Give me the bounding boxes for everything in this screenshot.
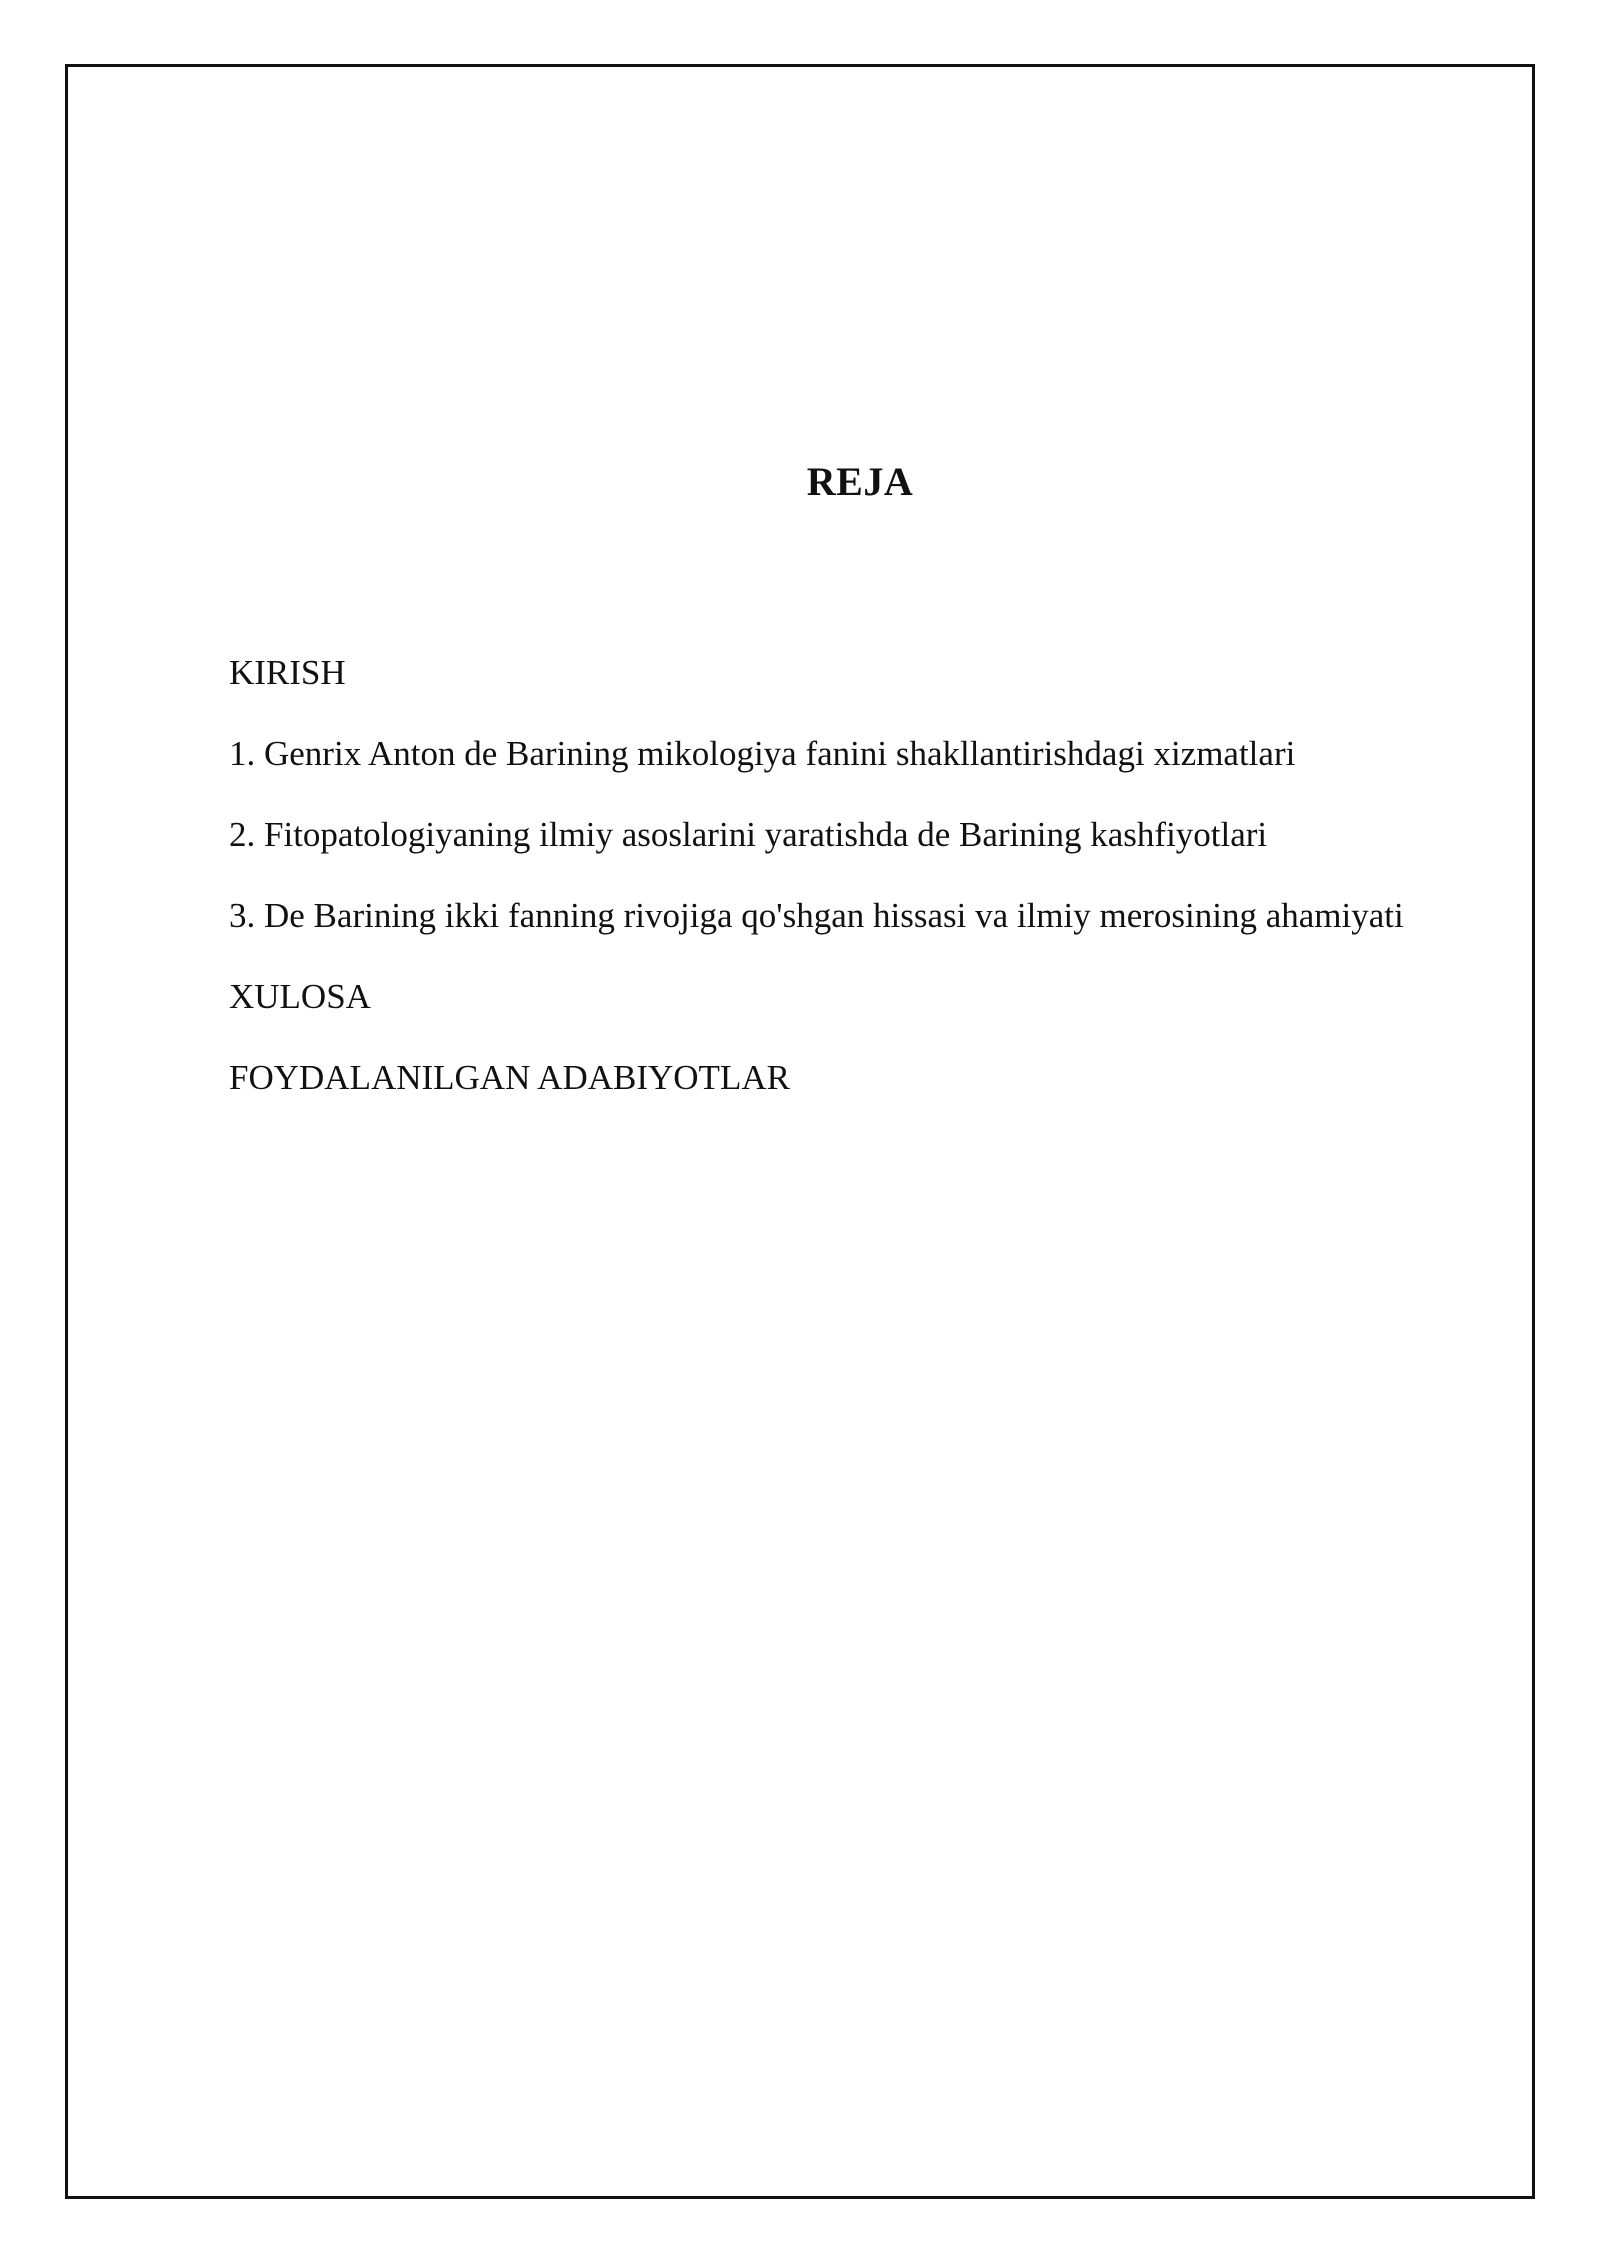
toc-item-conclusion: XULOSA bbox=[229, 977, 371, 1016]
toc-item-3: 3. De Barining ikki fanning rivojiga qo'shgan hissasi va ilmiy merosining ahamiyati bbox=[229, 896, 1404, 935]
toc-item-1: 1. Genrix Anton de Barining mikologiya fanini shakllantirishdagi xizmatlari bbox=[229, 734, 1296, 773]
document-title: REJA bbox=[806, 459, 914, 504]
table-of-contents bbox=[229, 640, 1409, 1126]
page-border bbox=[65, 64, 1535, 2199]
toc-item-references: FOYDALANILGAN ADABIYOTLAR bbox=[229, 1058, 790, 1097]
toc-item-introduction: KIRISH bbox=[229, 653, 346, 692]
toc-item-2: 2. Fitopatologiyaning ilmiy asoslarini yaratishda de Barining kashfiyotlari bbox=[229, 815, 1268, 854]
